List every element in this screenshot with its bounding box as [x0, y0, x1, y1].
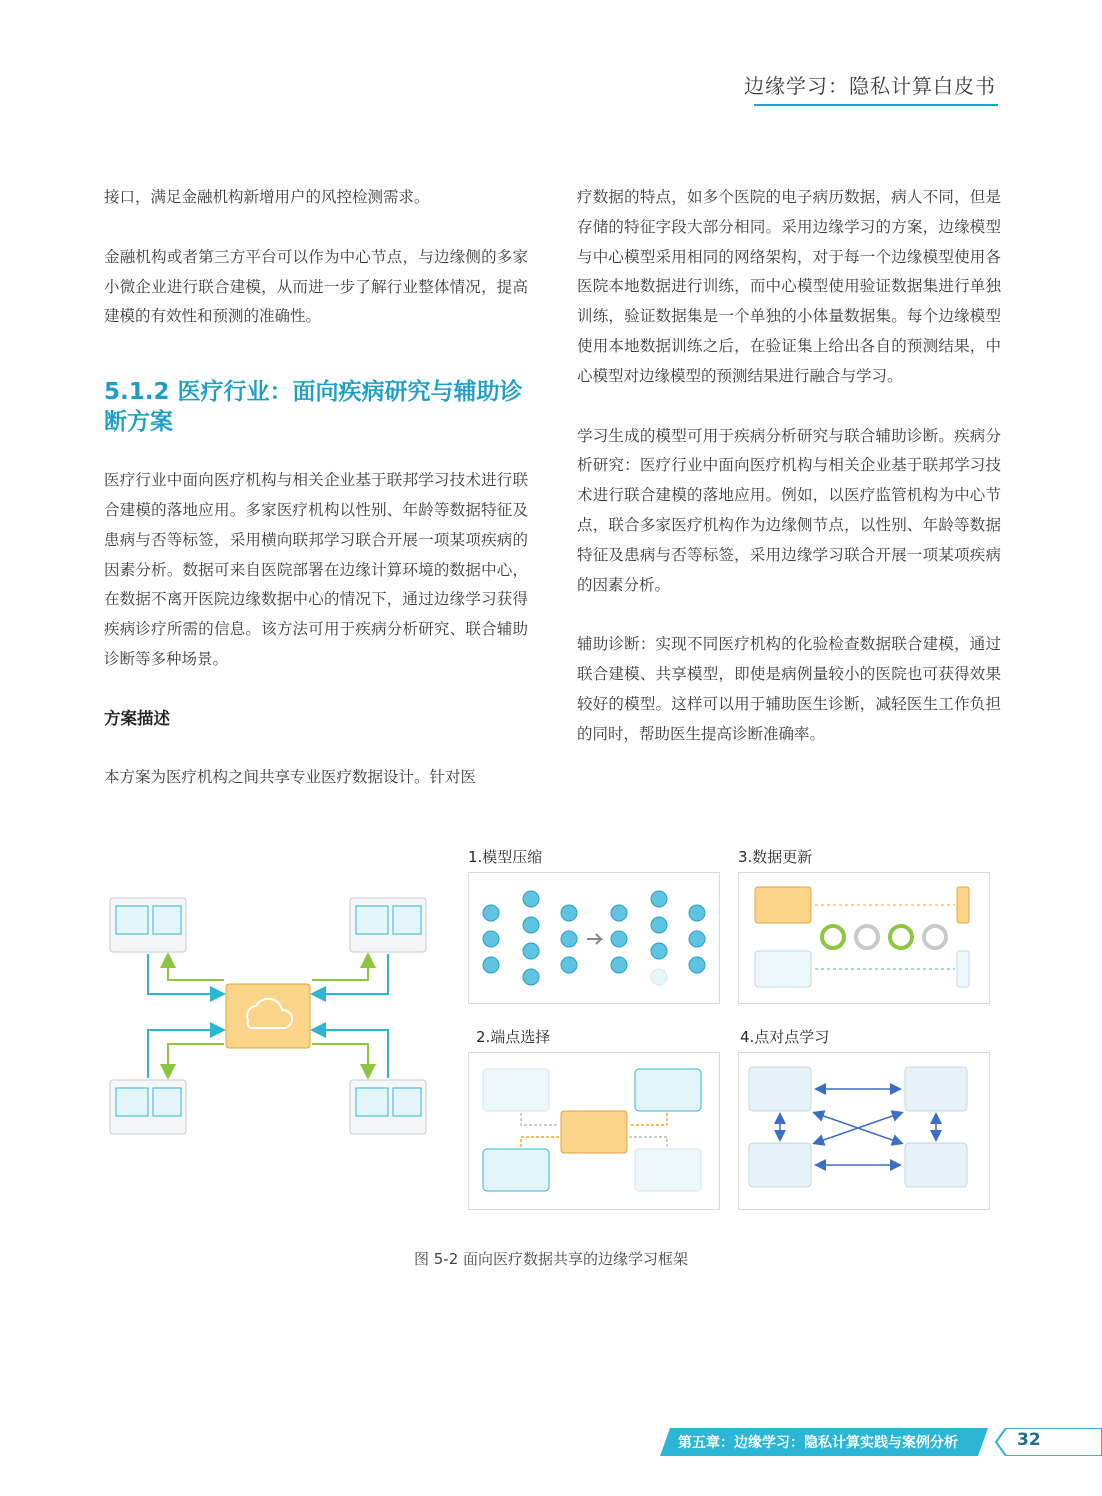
page-number: 32: [1017, 1430, 1041, 1450]
right-column: [577, 183, 1001, 750]
peer-to-peer-panel: [738, 1052, 990, 1210]
paragraph: 医疗行业中面向医疗机构与相关企业基于联邦学习技术进行联合建模的落地应用。多家医疗机构以性别、年龄等数据特征及患病与否等标签，采用横向联邦学习联合开展一项某项疾病的因素分析。数据可来自医院部署在边缘计算环境的数据中心，在数据不离开医院边缘数据中心的情况下，通过边缘学习获得疾病诊疗所需的信息。该方法可用于疾病分析研究、联合辅助诊断等多种场景。: [104, 471, 528, 668]
data-update-icon: [739, 873, 989, 1003]
hospital-node: [350, 898, 426, 952]
cloud-center-node: [226, 984, 310, 1048]
sub-title: 方案描述: [104, 708, 170, 728]
figure-caption: 图 5-2 面向医疗数据共享的边缘学习框架: [413, 1250, 689, 1268]
data-update-panel: [738, 872, 990, 1004]
paragraph: 金融机构或者第三方平台可以作为中心节点，与边缘侧的多家小微企业进行联合建模，从而进一步了解行业整体情况，提高建模的有效性和预测的准确性。: [104, 247, 528, 326]
hospital-node: [110, 898, 186, 952]
left-column: [104, 183, 528, 792]
panel-label: 3.数据更新: [738, 848, 813, 866]
panel-label: 2.端点选择: [476, 1028, 551, 1046]
paragraph: 本方案为医疗机构之间共享专业医疗数据设计。针对医: [104, 767, 477, 786]
section-title: 5.1.2 医疗行业：面向疾病研究与辅助诊断方案: [104, 379, 523, 436]
neural-network-icon: [469, 873, 719, 1003]
footer-chapter: 第五章：边缘学习：隐私计算实践与案例分析: [678, 1435, 958, 1451]
paragraph: 接口，满足金融机构新增用户的风控检测需求。: [104, 188, 430, 206]
endpoint-selection-panel: [468, 1052, 720, 1210]
paragraph: 学习生成的模型可用于疾病分析研究与联合辅助诊断。疾病分析研究：医疗行业中面向医疗机构与相关企业基于联邦学习技术进行联合建模的落地应用。例如，以医疗监管机构为中心节点，联合多家医疗机构作为边缘侧节点，以性别、年龄等数据特征及患病与否等标签，采用边缘学习联合开展一项某项疾病的因素分析。: [577, 426, 1001, 594]
hospital-node: [350, 1080, 426, 1134]
header-line: [754, 104, 998, 106]
figure: [100, 840, 1000, 1220]
panel-label: 4.点对点学习: [740, 1028, 830, 1046]
paragraph: 辅助诊断：实现不同医疗机构的化验检查数据联合建模，通过联合建模、共享模型，即使是病例量较小的医院也可获得效果较好的模型。这样可以用于辅助医生诊断，减轻医生工作负担的同时，帮助医生提高诊断准确率。: [577, 635, 1001, 743]
model-compression-panel: [468, 872, 720, 1004]
hospital-node: [110, 1080, 186, 1134]
panel-label: 1.模型压缩: [468, 848, 543, 866]
architecture-diagram: [106, 894, 436, 1144]
endpoint-selection-icon: [469, 1053, 719, 1209]
header-title: 边缘学习：隐私计算白皮书: [744, 74, 996, 98]
peer-to-peer-icon: [739, 1053, 989, 1209]
paragraph: 疗数据的特点，如多个医院的电子病历数据，病人不同，但是存储的特征字段大部分相同。采用边缘学习的方案，边缘模型与中心模型采用相同的网络架构，对于每一个边缘模型使用各医院本地数据进行训练，而中心模型使用验证数据集进行单独训练，验证数据集是一个单独的小体量数据集。每个边缘模型使用本地数据训练之后，在验证集上给出各自的预测结果，中心模型对边缘模型的预测结果进行融合与学习。: [577, 188, 1001, 385]
